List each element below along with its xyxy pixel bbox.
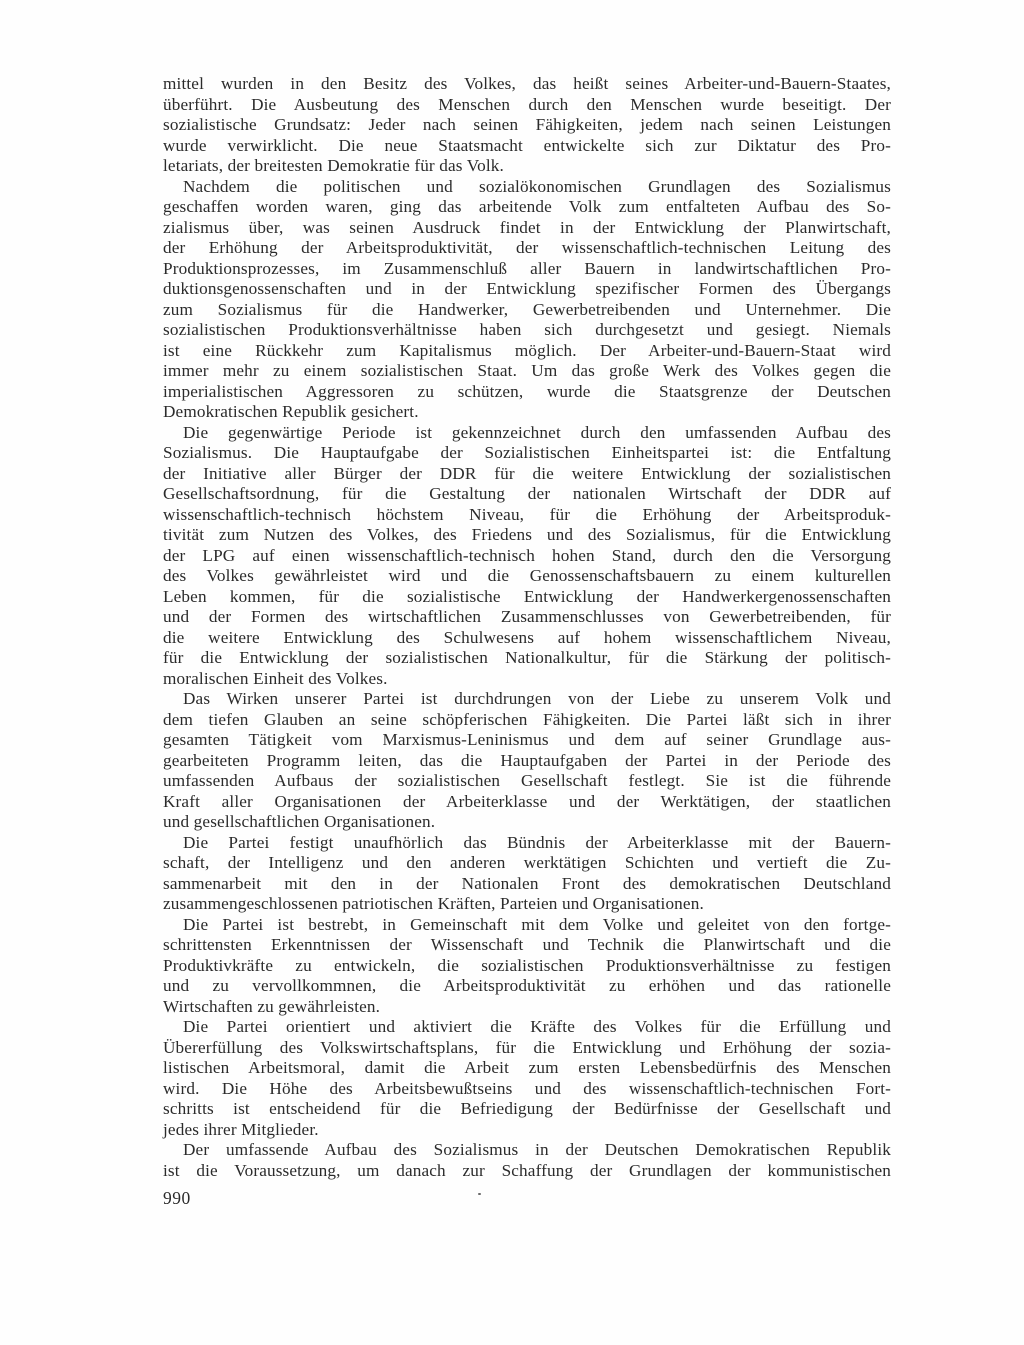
text-line: immer mehr zu einem sozialistischen Staat. Um das große Werk des Volkes gegen die: [163, 361, 891, 380]
paragraph: [163, 74, 891, 177]
text-line: Die Partei festigt unaufhörlich das Bündnis der Arbeiterklasse mit der Bauern-: [183, 832, 891, 852]
text-line: ist die Voraussetzung, um danach zur Schaffung der Grundlagen der kommunistischen: [163, 1160, 891, 1180]
text-line: für die Entwicklung der sozialistischen Nationalkultur, für die Stärkung der politisch-: [163, 648, 891, 667]
text-line: der LPG auf einen wissenschaftlich-technisch hohen Stand, durch den die Versorgung: [163, 545, 891, 565]
text-line: Leben kommen, für die sozialistische Entwicklung der Handwerkergenossenschaften: [163, 586, 891, 606]
text-line: schritts ist entscheidend für die Befriedigung der Bedürfnisse der Gesellschaft und: [163, 1099, 891, 1118]
text-line: und der Formen des wirtschaftlichen Zusammenschlusses von Gewerbetreibenden, für: [163, 607, 891, 626]
text-line: Sozialismus. Die Hauptaufgabe der Sozialistischen Einheitspartei ist: die Entfaltung: [163, 443, 891, 462]
paragraph: [163, 1017, 891, 1140]
text-line: wird. Die Höhe des Arbeitsbewußtseins und des wissenschaftlich-technischen Fort-: [163, 1078, 891, 1098]
text-line: geschaffen worden waren, ging das arbeitende Volk zum entfalteten Aufbau des So-: [163, 197, 891, 216]
text-line: Das Wirken unserer Partei ist durchdrungen von der Liebe zu unserem Volk und: [183, 689, 891, 708]
text-line: Die gegenwärtige Periode ist gekennzeichnet durch den umfassenden Aufbau des: [183, 422, 891, 442]
text-line: moralischen Einheit des Volkes.: [163, 668, 388, 688]
text-line: zialismus über, was seinen Ausdruck findet in der Entwicklung der Planwirtschaft,: [163, 217, 891, 237]
paragraph: [163, 423, 891, 690]
text-line: Der umfassende Aufbau des Sozialismus in der Deutschen Demokratischen Republik: [183, 1140, 891, 1159]
paragraph: [163, 915, 891, 1018]
text-line: listischen Arbeitsmoral, damit die Arbeit zum ersten Lebensbedürfnis des Menschen: [163, 1058, 891, 1077]
text-line: Die Partei orientiert und aktiviert die Kräfte des Volkes für die Erfüllung und: [183, 1017, 891, 1036]
text-line: gesamten Tätigkeit vom Marxismus-Leninismus und dem auf seiner Grundlage aus-: [163, 730, 891, 749]
text-line: sozialistischen Produktionsverhältnisse haben sich durchgesetzt und gesiegt. Niemals: [163, 320, 891, 339]
text-line: wurde verwirklicht. Die neue Staatsmacht entwickelte sich zur Diktatur des Pro-: [163, 135, 891, 155]
text-line: Produktivkräfte zu entwickeln, die sozialistischen Produktionsverhältnisse zu festigen: [163, 955, 891, 975]
text-line: sozialistische Grundsatz: Jeder nach seinen Fähigkeiten, jedem nach seinen Leistungen: [163, 115, 891, 134]
page-number: 990: [163, 1188, 191, 1208]
text-line: zusammengeschlossenen patriotischen Kräften, Parteien und Organisationen.: [163, 894, 704, 913]
text-line: Produktionsprozesses, im Zusammenschluß aller Bauern in landwirtschaftlichen Pro-: [163, 258, 891, 278]
text-line: der Initiative aller Bürger der DDR für die weitere Entwicklung der sozialistischen: [163, 463, 891, 483]
text-line: letariats, der breitesten Demokratie für das Volk.: [163, 156, 504, 175]
text-line: jedes ihrer Mitglieder.: [163, 1119, 319, 1139]
text-line: tivität zum Nutzen des Volkes, des Friedens und des Sozialismus, für die Entwicklung: [163, 525, 891, 544]
text-line: der Erhöhung der Arbeitsproduktivität, der wissenschaftlich-technischen Leitung des: [163, 238, 891, 257]
text-line: des Volkes gewährleistet wird und die Genossenschaftsbauern zu einem kulturellen: [163, 566, 891, 585]
text-line: Übererfüllung des Volkswirtschaftsplans, für die Entwicklung und Erhöhung der sozia-: [163, 1037, 891, 1057]
text-line: imperialistischen Aggressoren zu schützen, wurde die Staatsgrenze der Deutschen: [163, 381, 891, 401]
text-line: gearbeiteten Programm leiten, das die Hauptaufgaben der Partei in der Periode des: [163, 750, 891, 770]
text-line: sammenarbeit mit den in der Nationalen Front des demokratischen Deutschland: [163, 873, 891, 893]
text-line: Nachdem die politischen und sozialökonomischen Grundlagen des Sozialismus: [183, 176, 891, 196]
paragraph: [163, 1140, 891, 1181]
text-line: Kraft aller Organisationen der Arbeiterklasse und der Werktätigen, der staatlichen: [163, 791, 891, 811]
text-line: und gesellschaftlichen Organisationen.: [163, 812, 436, 831]
text-line: schrittensten Erkenntnissen der Wissenschaft und Technik die Planwirtschaft und die: [163, 935, 891, 954]
text-line: Gesellschaftsordnung, für die Gestaltung der nationalen Wirtschaft der DDR auf: [163, 484, 891, 503]
text-line: dem tiefen Glauben an seine schöpferischen Fähigkeiten. Die Partei läßt sich in ihrer: [163, 709, 891, 729]
text-line: überführt. Die Ausbeutung des Menschen durch den Menschen wurde beseitigt. Der: [163, 94, 891, 114]
text-line: Demokratischen Republik gesichert.: [163, 402, 419, 421]
text-line: und zu vervollkommnen, die Arbeitsproduktivität zu erhöhen und das rationelle: [163, 976, 891, 995]
text-line: Die Partei ist bestrebt, in Gemeinschaft mit dem Volke und geleitet von den fortge-: [183, 914, 891, 934]
text-line: ist eine Rückkehr zum Kapitalismus möglich. Der Arbeiter-und-Bauern-Staat wird: [163, 340, 891, 360]
text-line: zum Sozialismus für die Handwerker, Gewerbetreibenden und Unternehmer. Die: [163, 299, 891, 319]
text-line: Wirtschaften zu gewährleisten.: [163, 996, 381, 1016]
paragraph: [163, 833, 891, 915]
text-line: duktionsgenossenschaften und in der Entwicklung spezifischer Formen des Übergangs: [163, 279, 891, 298]
text-line: umfassenden Aufbaus der sozialistischen Gesellschaft festlegt. Sie ist die führende: [163, 771, 891, 790]
paragraph: [163, 689, 891, 833]
paragraph: [163, 177, 891, 423]
text-line: die weitere Entwicklung des Schulwesens auf hohem wissenschaftlichem Niveau,: [163, 627, 891, 647]
text-line: wissenschaftlich-technisch höchstem Niveau, für die Erhöhung der Arbeitsproduk-: [163, 504, 891, 524]
text-line: schaft, der Intelligenz und den anderen werktätigen Schichten und vertieft die Zu-: [163, 853, 891, 872]
text-line: mittel wurden in den Besitz des Volkes, das heißt seines Arbeiter-und-Bauern-Staates,: [163, 74, 891, 93]
print-speck: [478, 1193, 481, 1195]
body-text: [163, 74, 891, 1181]
